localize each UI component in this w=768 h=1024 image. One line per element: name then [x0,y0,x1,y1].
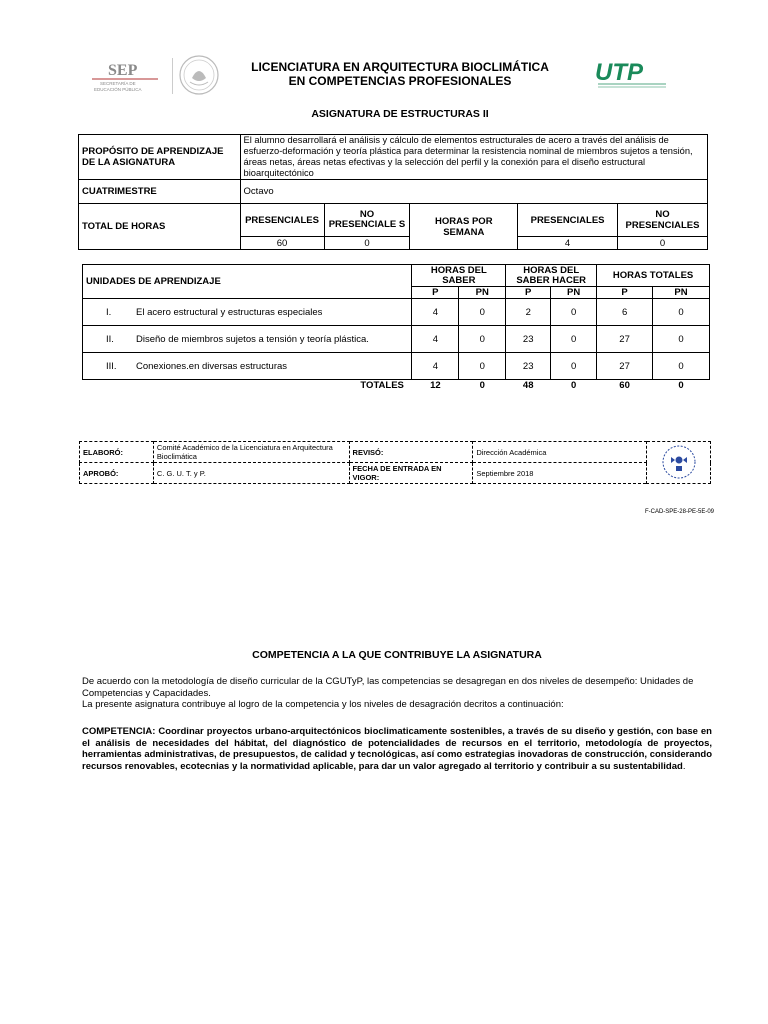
saber-p-value: 4 [412,299,459,326]
total-presenciales-value: 60 [240,237,324,250]
unit-name: Conexiones.en diversas estructuras [136,360,288,372]
no-presenciales-header: NO PRESENCIALE S [324,204,410,237]
hacer-p-value: 23 [506,326,551,353]
aprobo-value: C. G. U. T. y P. [153,463,349,484]
totales-pn-header: PN [653,287,710,299]
competencia-text: : Coordinar proyectos urbano-arquitectónicos bioclimaticamente sostenibles, a través de su diseño y gestión, con base en el análisis de necesidades del hábitat, del diagnóstico de potencialidades de recursos en el territorio, metodología de proyectos, herramientas administrativas, de presupuestos, de calidad y tecnológicas, así como estrategias inovadoras de construcción, considerando recursos renovables, ecotecnias y la normatividad aplicable, para dar un valor agregado al territorio y contribuir a su sustentabilidad [82,726,712,772]
purpose-label: PROPÓSITO DE APRENDIZAJE DE LA ASIGNATURA [79,135,241,180]
unit-name: El acero estructural y estructuras especiales [136,306,323,318]
totales-pn-value: 0 [653,299,710,326]
total-totales-pn: 0 [678,380,684,392]
saber-p-value: 4 [412,353,459,380]
subject-title: ASIGNATURA DE ESTRUCTURAS II [311,108,489,120]
presenciales-header: PRESENCIALES [240,204,324,237]
program-title-line1: LICENCIATURA EN ARQUITECTURA BIOCLIMÁTICA [251,60,549,74]
table-row [83,299,710,326]
program-title-line2: EN COMPETENCIAS PROFESIONALES [288,74,512,88]
purpose-text: El alumno desarrollará el análisis y cálculo de elementos estructurales de acero a través del análisis de esfuerzo-deformación y teoría plástica para determinar la resistencia nominal de miembros sujetos a tensión, áreas netas, áreas netas efectivas y la selección del perfil y la conexión para el diseño estructural bioarquitectónico [240,135,707,180]
totales-p-header: P [597,287,653,299]
hacer-pn-header: PN [551,287,597,299]
unit-cell [83,353,412,380]
institution-seal-cell [647,442,711,484]
hacer-pn-value: 0 [551,326,597,353]
competencia-para2: La presente asignatura contribuye al logro de la competencia y los niveles de desagración decritos a continuación: [82,699,564,710]
total-hacer-p: 48 [522,380,534,392]
fecha-value: Septiembre 2018 [473,463,647,484]
horas-saber-hacer-header: HORAS DEL SABER HACER [506,265,597,287]
sep-logo-text: SEP [108,62,138,79]
total-horas-label: TOTAL DE HORAS [79,204,241,250]
elaboro-value: Comité Académico de la Licenciatura en Arquitectura Bioclimática [153,442,349,463]
reviso-label: REVISÓ: [349,442,473,463]
hacer-p-header: P [506,287,551,299]
competencia-intro [82,676,712,711]
totals-row [83,380,710,392]
cuatrimestre-label: CUATRIMESTRE [79,180,241,204]
approval-table [79,441,711,484]
total-hacer-pn: 0 [571,380,577,392]
cuatrimestre-value: Octavo [240,180,707,204]
unit-cell [83,326,412,353]
horas-totales-header: HORAS TOTALES [597,265,710,287]
total-no-presenciales-value: 0 [324,237,410,250]
totales-p-value: 27 [597,326,653,353]
competencia-title: COMPETENCIA A LA QUE CONTRIBUYE LA ASIGNATURA [252,649,542,661]
totales-p-value: 27 [597,353,653,380]
units-table [82,264,710,392]
horas-saber-header: HORAS DEL SABER [412,265,506,287]
totals-label: TOTALES [360,380,404,392]
sep-logo-sub1: SECRETARÍA DE [100,81,136,86]
unit-cell [83,299,412,326]
sep-logo [82,55,167,95]
program-title [200,60,600,88]
total-saber-p: 12 [430,380,441,392]
table-row [83,326,710,353]
total-saber-pn: 0 [479,380,485,392]
units-header: UNIDADES DE APRENDIZAJE [83,265,412,299]
table-row [83,353,710,380]
saber-pn-value: 0 [459,326,506,353]
presenciales-semana-header: PRESENCIALES [518,204,618,237]
semana-presenciales-value: 4 [518,237,618,250]
document-code: F-CAD-SPE-28-PE-5E-09 [644,509,714,515]
elaboro-label: ELABORÓ: [80,442,154,463]
unit-number: III. [106,360,117,372]
fecha-label: FECHA DE ENTRADA EN VIGOR: [349,463,473,484]
hacer-pn-value: 0 [551,353,597,380]
hacer-pn-value: 0 [551,299,597,326]
utp-logo-text: UTP [595,59,643,86]
unit-name: Diseño de miembros sujetos a tensión y teoría plástica. [136,333,369,345]
hacer-p-value: 23 [506,353,551,380]
logo-divider [172,58,173,94]
sep-logo-sub2: EDUCACIÓN PÚBLICA [94,87,142,92]
unit-number: I. [106,306,112,318]
hacer-p-value: 2 [506,299,551,326]
subject-info-table [78,134,708,250]
competencia-statement [82,726,712,772]
saber-p-value: 4 [412,326,459,353]
totales-p-value: 6 [597,299,653,326]
utp-logo [592,56,672,90]
totales-pn-value: 0 [653,353,710,380]
saber-pn-header: PN [459,287,506,299]
institution-seal-icon [657,444,701,480]
competencia-label: COMPETENCIA [82,726,153,737]
unit-number: II. [106,333,114,345]
no-presenciales-semana-header: NO PRESENCIALES [618,204,708,237]
semana-no-presenciales-value: 0 [618,237,708,250]
horas-por-semana-header: HORAS POR SEMANA [410,204,518,250]
competencia-para1: De acuerdo con la metodología de diseño curricular de la CGUTyP, las competencias se desagregan en dos niveles de desempeño: Unidades de Competencias y Capacidades. [82,676,694,699]
saber-pn-value: 0 [459,353,506,380]
saber-pn-value: 0 [459,299,506,326]
aprobo-label: APROBÓ: [80,463,154,484]
competencia-end: . [682,760,686,772]
totales-pn-value: 0 [653,326,710,353]
total-totales-p: 60 [619,380,630,392]
reviso-value: Dirección Académica [473,442,647,463]
saber-p-header: P [412,287,459,299]
